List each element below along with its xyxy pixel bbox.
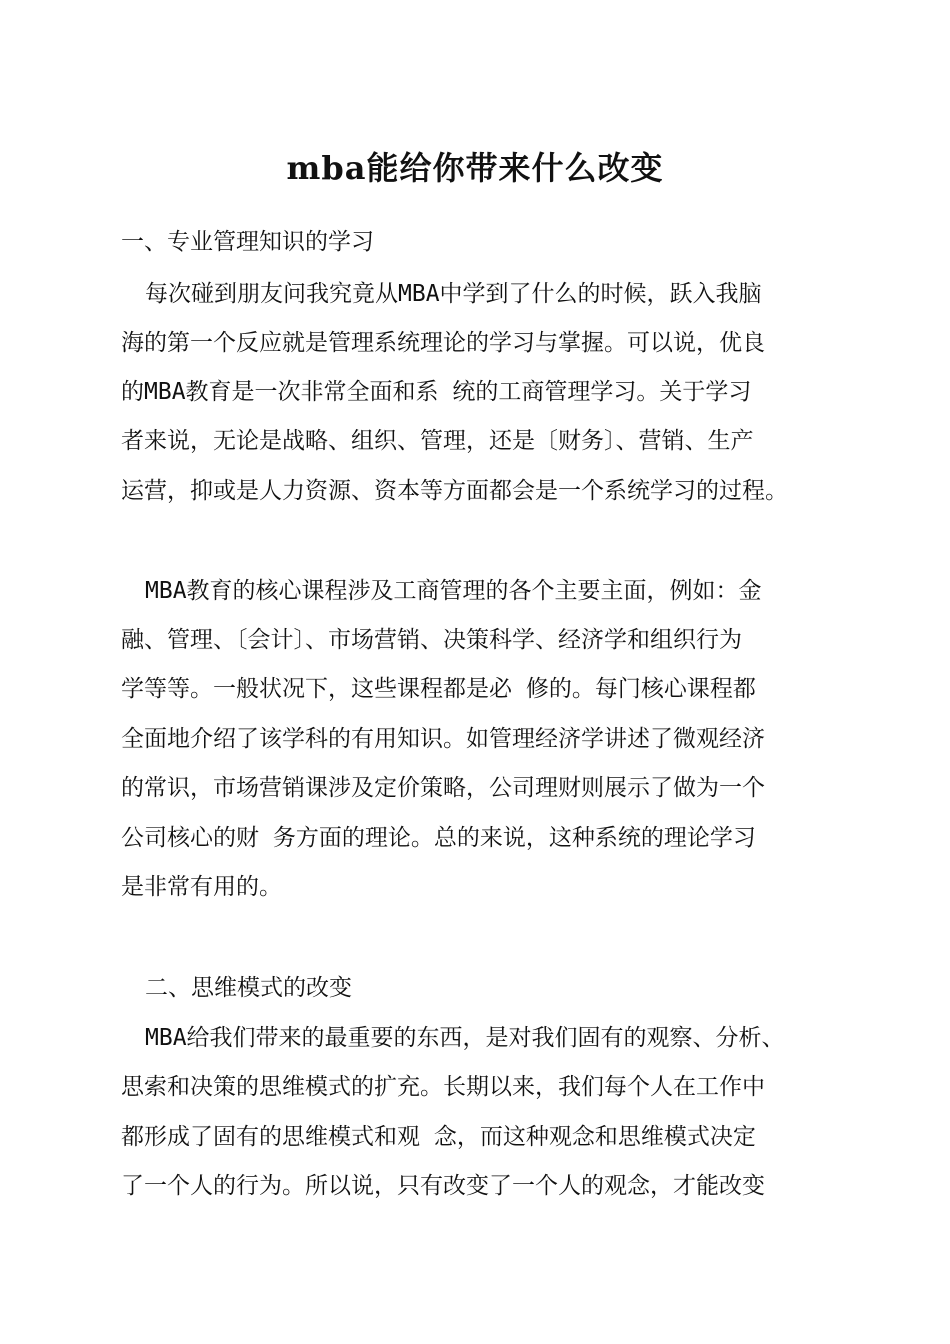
- section-heading-2: 二、思维模式的改变: [145, 975, 352, 1001]
- text-line: 学等等。一般状况下，这些课程都是必 修的。每门核心课程都: [121, 676, 756, 702]
- page-title: mba能给你带来什么改变: [286, 149, 664, 187]
- text-line: 都形成了固有的思维模式和观 念，而这种观念和思维模式决定: [121, 1124, 756, 1150]
- text-line: 融、管理、〔会计〕、市场营销、决策科学、经济学和组织行为: [121, 627, 742, 653]
- text-line: 海的第一个反应就是管理系统理论的学习与掌握。可以说，优良: [121, 330, 765, 356]
- section-heading-1: 一、专业管理知识的学习: [121, 229, 374, 255]
- text-line: 者来说，无论是战略、组织、管理，还是〔财务〕、营销、生产: [121, 428, 754, 454]
- text-line: 每次碰到朋友问我究竟从MBA中学到了什么的时候，跃入我脑: [145, 281, 762, 307]
- text-line: 的MBA教育是一次非常全面和系 统的工商管理学习。关于学习: [121, 379, 752, 405]
- text-line: 了一个人的行为。所以说，只有改变了一个人的观念，才能改变: [121, 1173, 765, 1199]
- text-line: 全面地介绍了该学科的有用知识。如管理经济学讲述了微观经济: [121, 726, 765, 752]
- text-line: 思索和决策的思维模式的扩充。长期以来，我们每个人在工作中: [121, 1074, 765, 1100]
- text-line: 是非常有用的。: [121, 874, 282, 900]
- text-line: MBA给我们带来的最重要的东西，是对我们固有的观察、分析、: [145, 1025, 785, 1051]
- text-line: 运营，抑或是人力资源、资本等方面都会是一个系统学习的过程。: [121, 478, 788, 504]
- text-line: MBA教育的核心课程涉及工商管理的各个主要主面，例如：金: [145, 578, 762, 604]
- text-line: 的常识，市场营销课涉及定价策略，公司理财则展示了做为一个: [121, 775, 765, 801]
- text-line: 公司核心的财 务方面的理论。总的来说，这种系统的理论学习: [121, 825, 756, 851]
